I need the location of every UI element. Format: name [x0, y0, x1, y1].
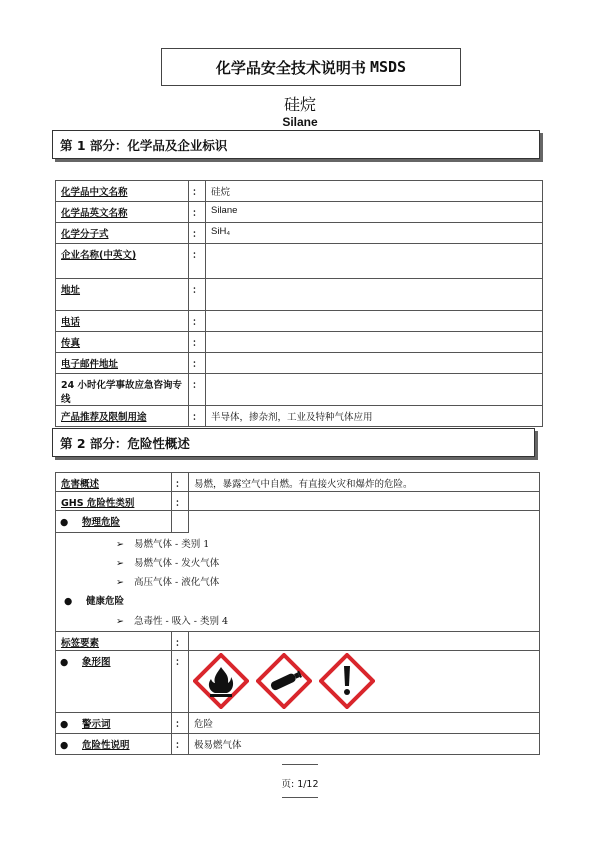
gas-cylinder-pictogram-icon	[256, 653, 312, 709]
row-label: 化学品中文名称	[56, 181, 189, 202]
signal-word-value: 危险	[189, 713, 540, 734]
row-colon: ：	[189, 353, 206, 374]
row-colon: ：	[189, 181, 206, 202]
physical-hazard-value	[189, 511, 540, 533]
arrow-icon: ➢	[116, 539, 124, 550]
physical-hazard-cell	[56, 511, 172, 533]
table-row	[56, 353, 543, 374]
row-label: 化学分子式	[56, 223, 189, 244]
bullet-icon: ●	[60, 517, 69, 528]
pictogram-label: 象形图	[82, 657, 111, 668]
label-elements-value	[189, 632, 540, 651]
page-number: 页: 1/12	[281, 779, 319, 790]
row-value: 半导体，掺杂剂，工业及特种气体应用	[206, 406, 543, 427]
row-label: 企业名称(中英文)	[56, 244, 189, 279]
table-row	[56, 406, 543, 427]
hazard-table	[55, 472, 540, 755]
table-row	[56, 492, 540, 511]
list-item: ➢ 急毒性 - 吸入 - 类别 4	[56, 612, 539, 631]
row-label: 电子邮件地址	[56, 353, 189, 374]
bullet-icon: ●	[60, 719, 69, 730]
bullet-icon: ●	[60, 740, 69, 751]
table-row	[56, 374, 543, 406]
signal-word-label: 警示词	[82, 719, 111, 730]
row-colon: ：	[172, 734, 189, 755]
row-colon: ：	[172, 473, 189, 492]
arrow-icon: ➢	[116, 558, 124, 569]
table-row	[56, 511, 540, 533]
table-row	[56, 332, 543, 353]
row-value: Silane	[206, 202, 543, 223]
table-row	[56, 632, 540, 651]
table-row	[56, 181, 543, 202]
table-row	[56, 651, 540, 713]
hazard-list-cell	[56, 533, 540, 632]
table-row	[56, 473, 540, 492]
list-item: ➢ 易燃气体 - 类别 1	[56, 535, 539, 554]
hazard-overview-value: 易燃，暴露空气中自燃。有直接火灾和爆炸的危险。	[189, 473, 540, 492]
table-row	[56, 244, 543, 279]
row-label: 地址	[56, 279, 189, 311]
bullet-icon: ●	[64, 596, 73, 607]
footer-bottom-rule	[282, 797, 318, 798]
identification-table	[55, 180, 543, 427]
table-row	[56, 311, 543, 332]
pictogram-cell	[56, 651, 172, 713]
row-label: 产品推荐及限制用途	[56, 406, 189, 427]
arrow-icon: ➢	[116, 616, 124, 627]
row-colon: ：	[172, 651, 189, 713]
row-colon: ：	[189, 374, 206, 406]
row-label: 电话	[56, 311, 189, 332]
row-colon: ：	[172, 713, 189, 734]
row-value: SiH₄	[206, 223, 543, 244]
row-colon: ：	[189, 406, 206, 427]
row-colon	[172, 511, 189, 533]
row-value	[206, 244, 543, 279]
table-row	[56, 202, 543, 223]
chemical-name-en: Silane	[282, 115, 318, 129]
arrow-icon: ➢	[116, 577, 124, 588]
row-colon: ：	[172, 632, 189, 651]
row-colon: ：	[189, 202, 206, 223]
chemical-name-cn: 硅烷	[283, 95, 316, 114]
table-row	[56, 734, 540, 755]
hazard-statement-cell	[56, 734, 172, 755]
row-colon: ：	[189, 244, 206, 279]
hazard-statement-label: 危险性说明	[82, 740, 130, 751]
section2-heading: 第 2 部分：危险性概述	[52, 428, 535, 457]
document-title-cn: 化学品安全技术说明书	[215, 58, 366, 77]
table-row	[56, 223, 543, 244]
row-colon: ：	[189, 279, 206, 311]
row-colon: ：	[172, 492, 189, 511]
row-colon: ：	[189, 311, 206, 332]
row-value	[206, 374, 543, 406]
table-row	[56, 713, 540, 734]
exclamation-pictogram-icon	[319, 653, 375, 709]
bullet-icon: ●	[60, 657, 69, 668]
hazard-overview-label: 危害概述	[56, 473, 172, 492]
document-title-box	[161, 48, 461, 86]
table-row	[56, 533, 540, 632]
signal-word-cell	[56, 713, 172, 734]
health-hazard-heading	[56, 592, 539, 612]
row-value: 硅烷	[206, 181, 543, 202]
health-hazard-label: 健康危险	[86, 596, 125, 607]
ghs-category-value	[189, 492, 540, 511]
row-label: 化学品英文名称	[56, 202, 189, 223]
row-label: 24 小时化学事故应急咨询专线	[56, 374, 189, 406]
row-value	[206, 353, 543, 374]
list-item: ➢ 高压气体 - 液化气体	[56, 573, 539, 592]
table-row	[56, 279, 543, 311]
section1-heading: 第 1 部分：化学品及企业标识	[52, 130, 540, 159]
flame-pictogram-icon	[193, 653, 249, 709]
document-title-en: MSDS	[369, 58, 407, 76]
row-colon: ：	[189, 223, 206, 244]
row-value	[206, 279, 543, 311]
row-label: 传真	[56, 332, 189, 353]
ghs-category-label: GHS 危险性类别	[56, 492, 172, 511]
physical-hazard-label: 物理危险	[82, 517, 121, 528]
hazard-statement-value: 极易燃气体	[189, 734, 540, 755]
pictogram-images	[189, 651, 540, 713]
row-value	[206, 332, 543, 353]
row-value	[206, 311, 543, 332]
list-item: ➢ 易燃气体 - 发火气体	[56, 554, 539, 573]
row-colon: ：	[189, 332, 206, 353]
footer-top-rule	[282, 764, 318, 765]
label-elements-label: 标签要素	[56, 632, 172, 651]
